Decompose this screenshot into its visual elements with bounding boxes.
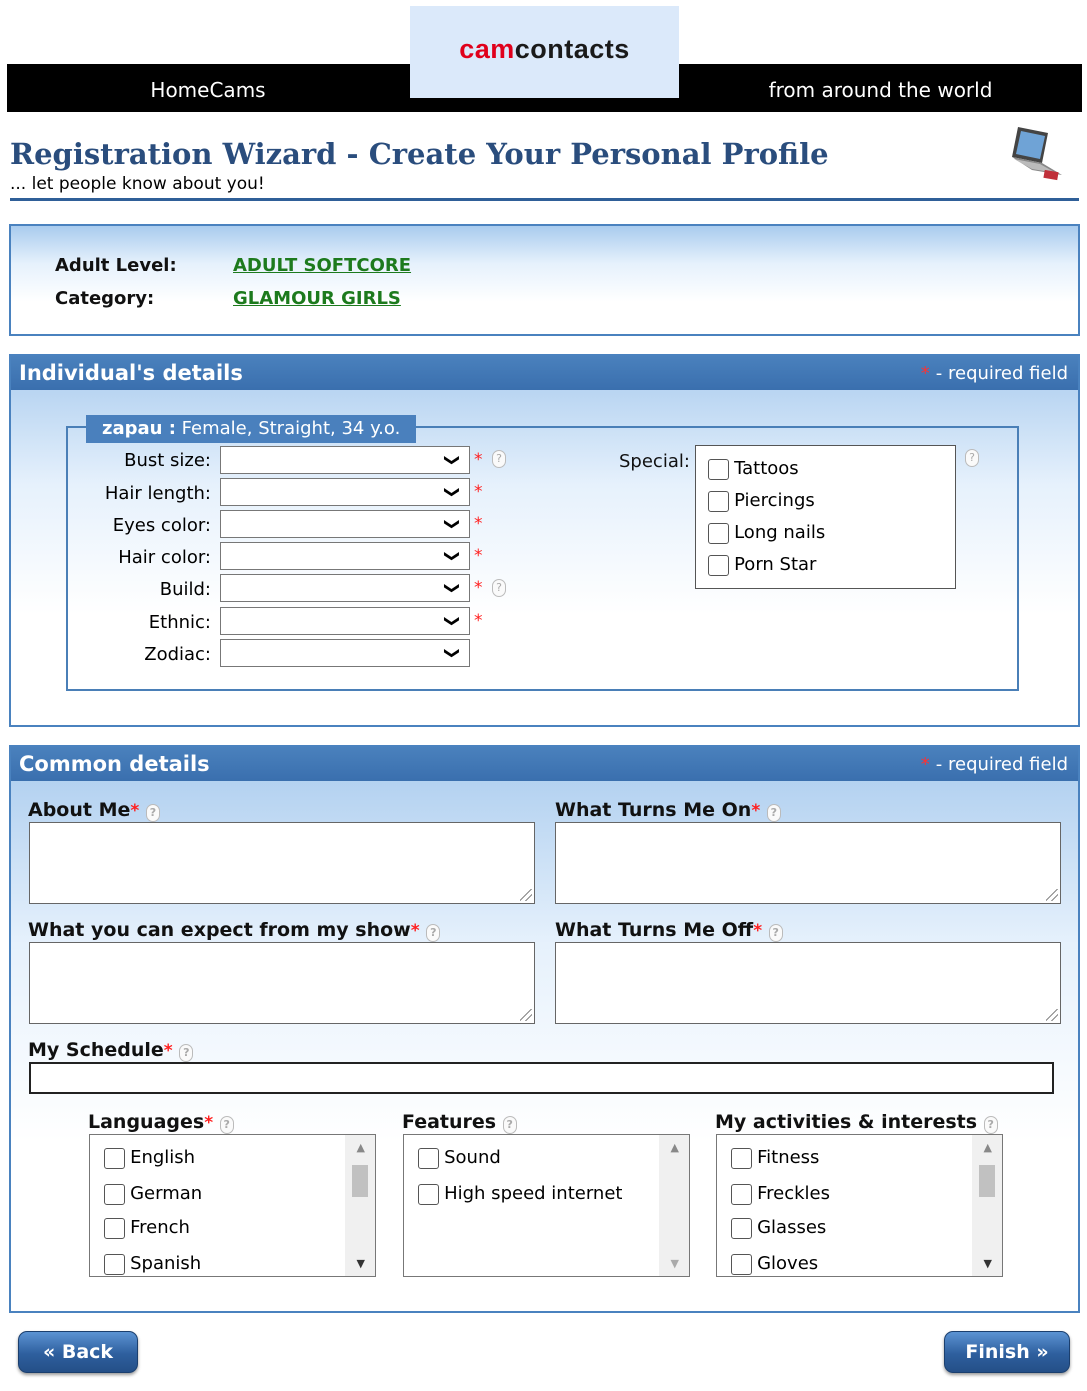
language-option-english[interactable]: English xyxy=(104,1147,195,1169)
required-star: * xyxy=(474,546,483,566)
individual-details-panel xyxy=(9,354,1080,727)
about-me-textarea[interactable] xyxy=(29,822,535,904)
activities-listbox[interactable] xyxy=(716,1134,1003,1277)
language-option-german[interactable]: German xyxy=(104,1183,202,1205)
feature-option-sound[interactable]: Sound xyxy=(418,1147,501,1169)
laptop-icon xyxy=(1004,123,1066,185)
bust-size-select[interactable] xyxy=(220,446,470,474)
checkbox[interactable] xyxy=(708,523,729,544)
activities-scrollbar[interactable] xyxy=(972,1135,1002,1276)
chevron-down-icon: ❯ xyxy=(443,485,462,499)
question-mark-icon[interactable]: ? xyxy=(984,1116,998,1134)
common-details-title: Common details xyxy=(19,752,210,776)
adult-level-label: Adult Level: xyxy=(55,255,177,276)
question-mark-icon[interactable]: ? xyxy=(965,449,979,467)
individual-details-header xyxy=(11,356,1078,390)
scroll-up-arrow-icon[interactable]: ▲ xyxy=(983,1141,992,1154)
page-subtitle: ... let people know about you! xyxy=(10,174,265,194)
required-field-note: * - required field xyxy=(920,754,1068,775)
turns-off-label: What Turns Me Off* ? xyxy=(555,919,783,942)
checkbox[interactable] xyxy=(731,1148,752,1169)
about-me-label: About Me* ? xyxy=(28,799,160,822)
activity-option-freckles[interactable]: Freckles xyxy=(731,1183,830,1205)
bust-size-label: Bust size: xyxy=(124,450,211,471)
schedule-input[interactable] xyxy=(29,1062,1054,1094)
eyes-color-select[interactable] xyxy=(220,510,470,538)
resize-grip[interactable] xyxy=(520,1009,532,1021)
site-logo[interactable] xyxy=(410,6,679,98)
scroll-up-arrow-icon[interactable]: ▲ xyxy=(356,1141,365,1154)
chevron-down-icon: ❯ xyxy=(443,581,462,595)
turns-on-label: What Turns Me On* ? xyxy=(555,799,781,822)
category-link[interactable]: GLAMOUR GIRLS xyxy=(233,288,401,309)
question-mark-icon[interactable]: ? xyxy=(426,924,440,942)
page-title: Registration Wizard - Create Your Personal Profile xyxy=(10,137,829,171)
nav-homecams[interactable]: HomeCams xyxy=(150,78,266,102)
expect-label: What you can expect from my show* ? xyxy=(28,919,440,942)
required-star: * xyxy=(474,578,483,598)
special-options-box xyxy=(695,445,956,589)
question-mark-icon[interactable]: ? xyxy=(503,1116,517,1134)
turns-off-textarea[interactable] xyxy=(555,942,1061,1024)
individual-details-title: Individual's details xyxy=(19,361,243,385)
logo-contacts: contacts xyxy=(514,34,630,64)
special-label: Special: xyxy=(619,451,690,472)
question-mark-icon[interactable]: ? xyxy=(220,1116,234,1134)
languages-listbox[interactable] xyxy=(89,1134,376,1277)
activities-label: My activities & interests ? xyxy=(715,1111,998,1134)
checkbox[interactable] xyxy=(104,1218,125,1239)
ethnic-label: Ethnic: xyxy=(148,612,211,633)
expect-textarea[interactable] xyxy=(29,942,535,1024)
checkbox[interactable] xyxy=(708,555,729,576)
question-mark-icon[interactable]: ? xyxy=(767,804,781,822)
common-details-header xyxy=(11,747,1078,781)
hair-color-label: Hair color: xyxy=(118,547,211,568)
special-option-long-nails[interactable]: Long nails xyxy=(708,522,825,544)
question-mark-icon[interactable]: ? xyxy=(492,579,506,597)
checkbox[interactable] xyxy=(104,1184,125,1205)
features-scrollbar[interactable] xyxy=(659,1135,689,1276)
title-divider xyxy=(10,198,1079,201)
question-mark-icon[interactable]: ? xyxy=(179,1044,193,1062)
checkbox[interactable] xyxy=(708,459,729,480)
common-details-panel xyxy=(9,745,1080,1313)
required-star: * xyxy=(474,450,483,470)
zodiac-label: Zodiac: xyxy=(144,644,211,665)
resize-grip[interactable] xyxy=(1046,1009,1058,1021)
activity-option-gloves[interactable]: Gloves xyxy=(731,1253,818,1275)
language-option-french[interactable]: French xyxy=(104,1217,190,1239)
languages-label: Languages* ? xyxy=(88,1111,234,1134)
chevron-down-icon: ❯ xyxy=(443,614,462,628)
question-mark-icon[interactable]: ? xyxy=(492,450,506,468)
special-option-porn-star[interactable]: Porn Star xyxy=(708,554,816,576)
language-option-spanish[interactable]: Spanish xyxy=(104,1253,201,1275)
info-panel xyxy=(9,224,1080,336)
category-label: Category: xyxy=(55,288,155,309)
features-label: Features ? xyxy=(402,1111,517,1134)
schedule-label: My Schedule* ? xyxy=(28,1039,193,1062)
languages-scrollbar[interactable] xyxy=(345,1135,375,1276)
required-star: * xyxy=(474,611,483,631)
scroll-thumb[interactable] xyxy=(979,1165,995,1197)
adult-level-link[interactable]: ADULT SOFTCORE xyxy=(233,255,412,276)
chevron-down-icon: ❯ xyxy=(443,517,462,531)
scroll-up-arrow-icon[interactable]: ▲ xyxy=(670,1141,679,1154)
checkbox[interactable] xyxy=(708,491,729,512)
back-button[interactable]: « Back xyxy=(18,1331,138,1373)
special-option-piercings[interactable]: Piercings xyxy=(708,490,815,512)
scroll-down-arrow-icon[interactable]: ▼ xyxy=(983,1257,992,1270)
special-option-tattoos[interactable]: Tattoos xyxy=(708,458,799,480)
build-label: Build: xyxy=(159,579,211,600)
build-select[interactable] xyxy=(220,574,470,602)
checkbox[interactable] xyxy=(104,1148,125,1169)
checkbox[interactable] xyxy=(731,1254,752,1275)
required-star: * xyxy=(474,514,483,534)
question-mark-icon[interactable]: ? xyxy=(769,924,783,942)
checkbox[interactable] xyxy=(104,1254,125,1275)
checkbox[interactable] xyxy=(418,1148,439,1169)
activity-option-fitness[interactable]: Fitness xyxy=(731,1147,819,1169)
turns-on-textarea[interactable] xyxy=(555,822,1061,904)
hair-length-select[interactable] xyxy=(220,478,470,506)
chevron-down-icon: ❯ xyxy=(443,646,462,660)
required-field-note: * - required field xyxy=(920,363,1068,384)
required-star: * xyxy=(474,482,483,502)
resize-grip[interactable] xyxy=(1046,889,1058,901)
scroll-down-arrow-icon[interactable]: ▼ xyxy=(670,1257,679,1270)
feature-option-high-speed-internet[interactable]: High speed internet xyxy=(418,1183,622,1205)
nav-tagline: from around the world xyxy=(768,78,993,102)
eyes-color-label: Eyes color: xyxy=(112,515,211,536)
scroll-down-arrow-icon[interactable]: ▼ xyxy=(356,1257,365,1270)
scroll-thumb[interactable] xyxy=(352,1165,368,1197)
question-mark-icon[interactable]: ? xyxy=(146,804,160,822)
chevron-down-icon: ❯ xyxy=(443,549,462,563)
resize-grip[interactable] xyxy=(520,889,532,901)
ethnic-select[interactable] xyxy=(220,607,470,635)
features-listbox[interactable] xyxy=(403,1134,690,1277)
checkbox[interactable] xyxy=(731,1184,752,1205)
activity-option-glasses[interactable]: Glasses xyxy=(731,1217,826,1239)
logo-cam: cam xyxy=(459,34,515,64)
finish-button[interactable]: Finish » xyxy=(944,1331,1070,1373)
hair-color-select[interactable] xyxy=(220,542,470,570)
chevron-down-icon: ❯ xyxy=(443,453,462,467)
zodiac-select[interactable] xyxy=(220,639,470,667)
checkbox[interactable] xyxy=(418,1184,439,1205)
hair-length-label: Hair length: xyxy=(104,483,211,504)
profile-legend: zapau : Female, Straight, 34 y.o. xyxy=(86,415,416,443)
checkbox[interactable] xyxy=(731,1218,752,1239)
